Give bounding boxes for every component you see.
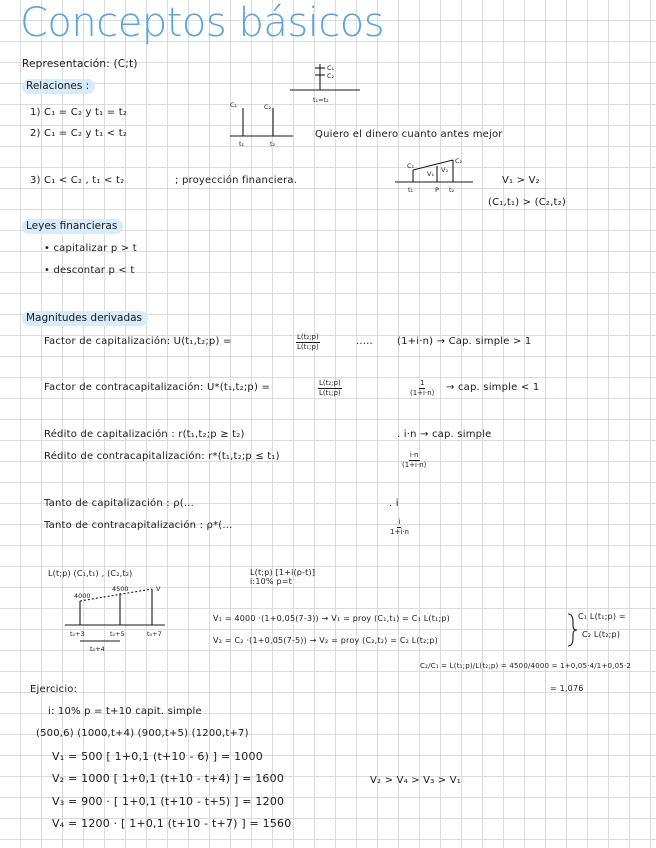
ejercicio-heading: Ejercicio:: [30, 684, 78, 695]
diagram2-c1-label: C₁: [230, 101, 238, 109]
redito-capitalizacion-label: Rédito de capitalización : r(t₁,t₂;p ≥ t₂): [44, 429, 245, 440]
diagram3-v1-label: V₁: [427, 170, 435, 178]
magnitudes-heading: Magnitudes derivadas: [22, 311, 148, 326]
ejercicio-conditions: i: 10% p = t+10 capit. simple: [48, 706, 202, 717]
diagram-financial-projection: [393, 152, 478, 197]
diagram1-t-label: t₁=t₂: [313, 96, 329, 104]
relation-3: 3) C₁ < C₂ , t₁ < t₂: [30, 175, 125, 186]
diagram2-t2-label: t₂: [270, 140, 276, 148]
axis-label-4500: 4500: [112, 585, 129, 593]
axis-label-t7: t₀+7: [147, 630, 162, 638]
redito-contracap-fraction: [402, 451, 426, 470]
diagram3-p-label: P: [435, 186, 439, 194]
diagram2-t1-label: t₁: [239, 140, 245, 148]
tanto-contracapitalizacion-label: Tanto de contracapitalización : ρ*(...: [44, 520, 233, 531]
fraction-numerator: i·n: [409, 451, 419, 459]
diagram3-c2-label: C₂: [455, 157, 463, 165]
ley-item-descontar: • descontar p < t: [44, 265, 135, 276]
diagram3-c1-label: C₁: [407, 162, 415, 170]
fraction-numerator: i: [398, 518, 401, 526]
tanto-capitalizacion-value: . i: [389, 498, 399, 509]
diagram3-v2-label: V₂: [441, 166, 449, 174]
example-ratio-result: = 1,076: [550, 684, 584, 693]
ejercicio-v1: V₁ = 500 [ 1+0,1 (t+10 - 6) ] = 1000: [52, 750, 263, 763]
relation-3-preference: (C₁,t₁) > (C₂,t₂): [488, 197, 566, 208]
factor-contracapitalizacion-simple: → cap. simple < 1: [446, 382, 540, 393]
diagram2-c2-label: C₂: [264, 103, 272, 111]
relation-2: 2) C₁ = C₂ y t₁ < t₂: [30, 128, 128, 139]
relaciones-heading: Relaciones :: [22, 79, 95, 94]
relation-3-note: ; proyección financiera.: [175, 175, 298, 186]
axis-label-t3: t₀+3: [70, 630, 85, 638]
example-line-1: V₁ = 4000 ·(1+0,05(7-3)) → V₁ = proy (C₁,t₁) = C₁ L(t₁;p): [213, 614, 450, 623]
fraction-denominator: L(t₁;p): [297, 343, 319, 351]
factor-capitalizacion-label: Factor de capitalización: U(t₁,t₂;p) =: [44, 336, 232, 347]
factor-contracapitalizacion-fraction: [318, 379, 342, 398]
fraction-denominator: L(t₁;p): [319, 389, 341, 397]
ejercicio-v3: V₃ = 900 · [ 1+0,1 (t+10 - t+5) ] = 1200: [52, 795, 285, 808]
representation-line: Representación: (C;t): [22, 58, 138, 70]
example-ratio: C₂/C₁ = L(t₁;p)/L(t₂;p) = 4500/4000 = 1+0,05·4/1+0,05·2: [420, 662, 631, 670]
brace-line-1: C₁ L(t₁;p) =: [578, 612, 626, 621]
axis-label-4000: 4000: [74, 592, 91, 600]
example-top-right: L(t;p) [1+i(p-t)]: [250, 568, 316, 577]
ejercicio-v4: V₄ = 1200 · [ 1+0,1 (t+10 - t+7) ] = 1560: [52, 817, 292, 830]
example-top-left: L(t;p) (C₁,t₁) , (C₂,t₂): [48, 569, 133, 578]
diagram3-t2-label: t₂: [449, 186, 455, 194]
contracap-simple-fraction: [410, 379, 434, 398]
relation-1: 1) C₁ = C₂ y t₁ = t₂: [30, 107, 128, 118]
diagram-different-times: [228, 98, 298, 148]
fraction-denominator: (1+i·n): [402, 461, 427, 469]
axis-label-v: V: [156, 585, 161, 593]
leyes-heading: Leyes financieras: [22, 219, 123, 234]
page-title: Conceptos básicos: [20, 0, 385, 46]
factor-capitalizacion-simple: (1+i·n) → Cap. simple > 1: [397, 336, 532, 347]
diagram3-t1-label: t₁: [408, 186, 414, 194]
diagram1-c2-label: C₂: [327, 72, 335, 80]
fraction-numerator: L(t₂;p): [319, 379, 341, 387]
fraction-numerator: L(t₂;p): [297, 333, 319, 341]
ejercicio-v2: V₂ = 1000 [ 1+0,1 (t+10 - t+4) ] = 1600: [52, 772, 285, 785]
ley-item-capitalizar: • capitalizar p > t: [44, 243, 137, 254]
fraction-denominator: (1+i·n): [410, 389, 435, 397]
axis-label-t5: t₀+5: [110, 630, 125, 638]
relation-2-note: Quiero el dinero cuanto antes mejor: [315, 129, 503, 140]
tanto-capitalizacion-label: Tanto de capitalización : ρ(...: [44, 498, 194, 509]
relation-3-v: V₁ > V₂: [502, 175, 540, 186]
factor-capitalizacion-fraction: [296, 333, 320, 352]
example-time-axis: [60, 585, 175, 660]
fraction-numerator: 1: [419, 379, 425, 387]
tanto-contracap-fraction: [390, 518, 409, 537]
ejercicio-order: V₂ > V₄ > V₃ > V₁: [370, 775, 462, 786]
brace-line-2: C₂ L(t₂;p): [582, 630, 621, 639]
factor-contracapitalizacion-label: Factor de contracapitalización: U*(t₁,t₂;p) =: [44, 382, 271, 393]
dots: .....: [356, 336, 373, 347]
redito-contracapitalizacion-label: Rédito de contracapitalización: r*(t₁,t₂;p ≤ t₁): [44, 451, 280, 462]
diagram-same-time: [285, 58, 365, 103]
example-top-cond: i:10% p=t: [250, 577, 292, 586]
curly-brace: [566, 612, 578, 648]
redito-capitalizacion-simple: . i·n → cap. simple: [397, 429, 492, 440]
ejercicio-capitals: (500,6) (1000,t+4) (900,t+5) (1200,t+7): [36, 728, 249, 739]
example-line-2: V₂ = C₂ ·(1+0,05(7-5)) → V₂ = proy (C₂,t₂) = C₂ L(t₂;p): [213, 636, 438, 645]
fraction-denominator: 1+i·n: [390, 528, 409, 536]
axis-label-t4: t₀+4: [90, 645, 105, 653]
diagram1-c1-label: C₁: [327, 64, 335, 72]
